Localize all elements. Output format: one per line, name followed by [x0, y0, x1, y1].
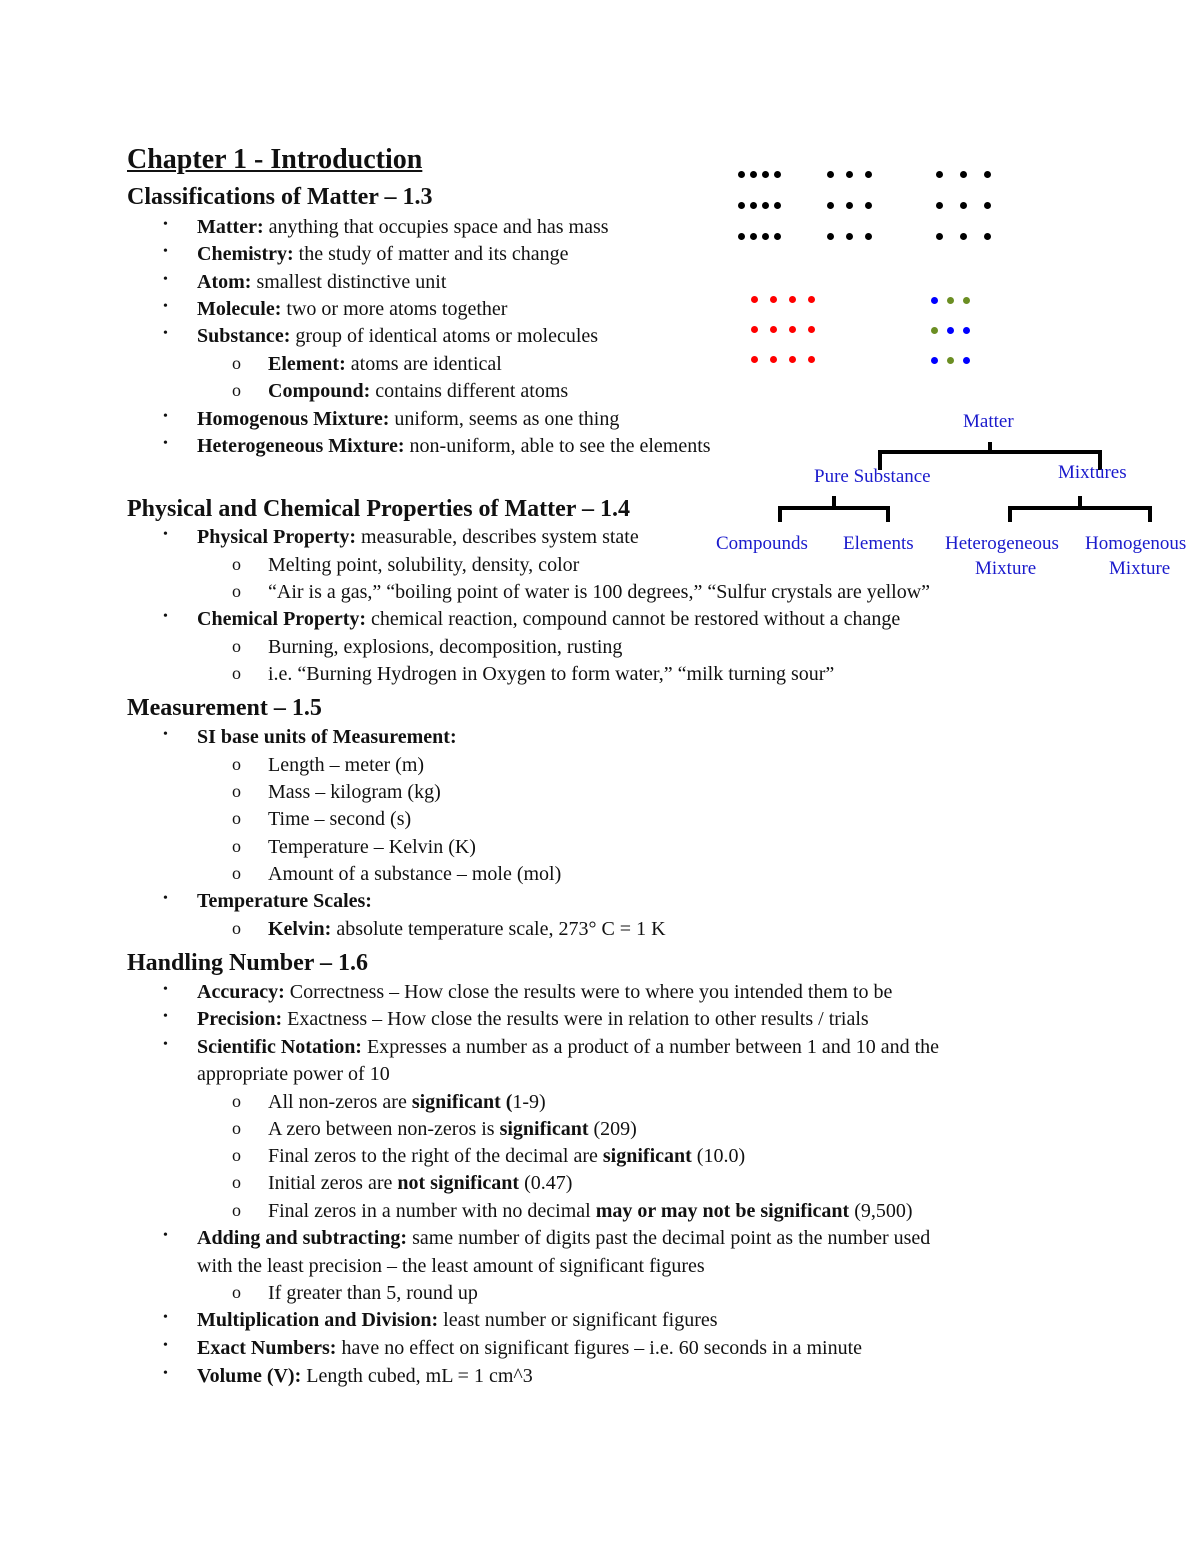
- compound-dot: [931, 357, 938, 364]
- list-item: [197, 271, 446, 294]
- element-dot: [751, 326, 758, 333]
- sub-list-item: Mass – kilogram (kg): [268, 781, 441, 803]
- sub-list-item: [268, 1172, 572, 1195]
- diagram-label-homogenous-mixture: Mixture: [1109, 558, 1171, 579]
- circle-bullet-icon: o: [232, 380, 241, 400]
- emphasis: significant: [602, 1145, 692, 1167]
- atom-dot: [960, 202, 967, 209]
- sub-list-item: [268, 918, 666, 941]
- atom-dot: [750, 171, 757, 178]
- text: Initial zeros are: [268, 1172, 398, 1194]
- definition: have no effect on significant figures – i.e. 60 seconds in a minute: [336, 1337, 863, 1359]
- element-dot: [808, 296, 815, 303]
- bullet-icon: •: [163, 727, 168, 742]
- atom-dot: [960, 171, 967, 178]
- diagram-label-pure-substance: Pure Substance: [814, 466, 931, 487]
- definition: non-uniform, able to see the elements: [404, 435, 711, 457]
- term: Multiplication and Division:: [197, 1309, 439, 1331]
- circle-bullet-icon: o: [232, 1200, 241, 1220]
- sub-list-item: Amount of a substance – mole (mol): [268, 863, 562, 885]
- term: Compound:: [268, 380, 371, 402]
- definition: atoms are identical: [345, 353, 502, 375]
- bullet-icon: •: [163, 1338, 168, 1353]
- bullet-icon: •: [163, 217, 168, 232]
- list-item: [197, 1036, 939, 1059]
- emphasis: not significant: [397, 1172, 520, 1194]
- atom-dot: [865, 233, 872, 240]
- atom-dot: [827, 233, 834, 240]
- list-item: Temperature Scales:: [197, 890, 372, 912]
- atom-dot: [936, 202, 943, 209]
- bullet-icon: •: [163, 891, 168, 906]
- definition: anything that occupies space and has mass: [263, 216, 609, 238]
- text: (10.0): [691, 1145, 746, 1167]
- element-dot: [789, 296, 796, 303]
- list-item: [197, 1227, 930, 1250]
- term: Matter:: [197, 216, 264, 238]
- bracket-mixtures: [1010, 508, 1150, 522]
- atom-dot: [984, 202, 991, 209]
- sub-list-item: If greater than 5, round up: [268, 1282, 478, 1304]
- atom-dot: [865, 171, 872, 178]
- circle-bullet-icon: o: [232, 663, 241, 683]
- term: Heterogeneous Mixture:: [197, 435, 405, 457]
- sub-list-item: Temperature – Kelvin (K): [268, 836, 476, 858]
- atom-dot: [846, 202, 853, 209]
- atom-dot: [738, 233, 745, 240]
- list-item: [197, 608, 900, 631]
- list-item: [197, 325, 598, 348]
- circle-bullet-icon: o: [232, 554, 241, 574]
- sub-list-item: [268, 380, 568, 403]
- circle-bullet-icon: o: [232, 1118, 241, 1138]
- circle-bullet-icon: o: [232, 863, 241, 883]
- atom-dot: [762, 202, 769, 209]
- bullet-icon: •: [163, 982, 168, 997]
- compound-dot: [963, 327, 970, 334]
- circle-bullet-icon: o: [232, 781, 241, 801]
- bullet-icon: •: [163, 1009, 168, 1024]
- term: Volume (V):: [197, 1365, 302, 1387]
- compound-dot: [963, 297, 970, 304]
- bullet-icon: •: [163, 409, 168, 424]
- definition: Correctness – How close the results were to where you intended them to be: [284, 981, 893, 1003]
- diagram-label-heterogeneous: Heterogeneous: [945, 533, 1059, 554]
- atom-dot: [984, 233, 991, 240]
- definition: the study of matter and its change: [293, 243, 569, 265]
- atom-dot: [762, 233, 769, 240]
- atom-dot: [827, 202, 834, 209]
- definition: least number or significant figures: [438, 1309, 718, 1331]
- bracket-pure-substance: [780, 508, 888, 522]
- term: Physical Property:: [197, 526, 357, 548]
- circle-bullet-icon: o: [232, 353, 241, 373]
- bullet-icon: •: [163, 436, 168, 451]
- list-item: [197, 1337, 862, 1360]
- circle-bullet-icon: o: [232, 836, 241, 856]
- list-item: [197, 981, 892, 1004]
- diagram-label-heterogeneous-mixture: Mixture: [975, 558, 1037, 579]
- bullet-icon: •: [163, 609, 168, 624]
- term: Element:: [268, 353, 346, 375]
- definition: uniform, seems as one thing: [389, 408, 620, 430]
- list-item: SI base units of Measurement:: [197, 726, 457, 748]
- term: Atom:: [197, 271, 252, 293]
- bullet-icon: •: [163, 244, 168, 259]
- sub-list-item: i.e. “Burning Hydrogen in Oxygen to form water,” “milk turning sour”: [268, 663, 835, 685]
- list-item: [197, 1309, 718, 1332]
- sub-list-item: Burning, explosions, decomposition, rusting: [268, 636, 623, 658]
- atom-dot: [738, 202, 745, 209]
- sub-list-item: “Air is a gas,” “boiling point of water is 100 degrees,” “Sulfur crystals are yellow”: [268, 581, 931, 603]
- sub-list-item: [268, 353, 502, 376]
- list-item: [197, 1008, 869, 1031]
- circle-bullet-icon: o: [232, 808, 241, 828]
- term: Scientific Notation:: [197, 1036, 362, 1058]
- definition: two or more atoms together: [281, 298, 508, 320]
- term: Molecule:: [197, 298, 282, 320]
- atom-dot: [846, 171, 853, 178]
- diagram-label-elements: Elements: [843, 533, 914, 554]
- bullet-icon: •: [163, 527, 168, 542]
- element-dot: [751, 356, 758, 363]
- element-dot: [808, 326, 815, 333]
- list-item: [197, 435, 711, 458]
- bullet-icon: •: [163, 272, 168, 287]
- element-dot: [770, 326, 777, 333]
- term: Substance:: [197, 325, 291, 347]
- text: All non-zeros are: [268, 1091, 412, 1113]
- sub-list-item: [268, 1118, 637, 1141]
- definition: Expresses a number as a product of a number between 1 and 10 and the: [361, 1036, 940, 1058]
- bullet-icon: •: [163, 1310, 168, 1325]
- atom-dot: [827, 171, 834, 178]
- term: Adding and subtracting:: [197, 1227, 408, 1249]
- list-item-continuation: with the least precision – the least amount of significant figures: [197, 1255, 705, 1277]
- element-dot: [770, 296, 777, 303]
- circle-bullet-icon: o: [232, 754, 241, 774]
- compound-dot: [947, 357, 954, 364]
- circle-bullet-icon: o: [232, 918, 241, 938]
- term: Exact Numbers:: [197, 1337, 337, 1359]
- diagram-label-homogenous: Homogenous: [1085, 533, 1187, 554]
- atom-dot: [750, 233, 757, 240]
- definition: absolute temperature scale, 273° C = 1 K: [331, 918, 666, 940]
- atom-dot: [750, 202, 757, 209]
- list-item: [197, 243, 569, 266]
- definition: Exactness – How close the results were in relation to other results / trials: [282, 1008, 869, 1030]
- bullet-icon: •: [163, 1037, 168, 1052]
- term: Chemical Property:: [197, 608, 367, 630]
- compound-dot: [931, 297, 938, 304]
- circle-bullet-icon: o: [232, 636, 241, 656]
- definition: Length cubed, mL = 1 cm^3: [301, 1365, 533, 1387]
- atom-dot: [774, 202, 781, 209]
- atom-dot: [936, 233, 943, 240]
- emphasis: significant (: [411, 1091, 513, 1113]
- atom-dot: [846, 233, 853, 240]
- diagram-label-matter: Matter: [963, 411, 1014, 432]
- atom-dot: [762, 171, 769, 178]
- bullet-icon: •: [163, 1366, 168, 1381]
- text: 1-9): [512, 1091, 546, 1113]
- element-dot: [751, 296, 758, 303]
- term: Homogenous Mixture:: [197, 408, 390, 430]
- definition: contains different atoms: [370, 380, 569, 402]
- element-dot: [770, 356, 777, 363]
- circle-bullet-icon: o: [232, 1145, 241, 1165]
- text: Final zeros to the right of the decimal are: [268, 1145, 603, 1167]
- term: Accuracy:: [197, 981, 285, 1003]
- list-item: [197, 526, 639, 549]
- circle-bullet-icon: o: [232, 1091, 241, 1111]
- element-dot: [808, 356, 815, 363]
- bullet-icon: •: [163, 326, 168, 341]
- text: (209): [588, 1118, 637, 1140]
- element-dot: [789, 356, 796, 363]
- circle-bullet-icon: o: [232, 1172, 241, 1192]
- diagram-label-compounds: Compounds: [716, 533, 808, 554]
- compound-dot: [947, 297, 954, 304]
- definition: chemical reaction, compound cannot be restored without a change: [366, 608, 901, 630]
- atom-dot: [936, 171, 943, 178]
- text: (9,500): [849, 1200, 913, 1222]
- sub-list-item: Melting point, solubility, density, color: [268, 554, 580, 576]
- bullet-icon: •: [163, 299, 168, 314]
- section-heading-properties: Physical and Chemical Properties of Matter – 1.4: [127, 496, 631, 522]
- page-title: Chapter 1 - Introduction: [127, 144, 423, 175]
- atom-dot: [774, 171, 781, 178]
- emphasis: significant: [499, 1118, 589, 1140]
- circle-bullet-icon: o: [232, 1282, 241, 1302]
- term: Kelvin:: [268, 918, 332, 940]
- section-heading-handling-number: Handling Number – 1.6: [127, 950, 368, 976]
- sub-list-item: Length – meter (m): [268, 754, 425, 776]
- atom-dot: [960, 233, 967, 240]
- sub-list-item: [268, 1200, 913, 1223]
- element-dot: [789, 326, 796, 333]
- list-item-continuation: appropriate power of 10: [197, 1063, 390, 1085]
- compound-dot: [947, 327, 954, 334]
- diagram-label-mixtures: Mixtures: [1058, 462, 1127, 483]
- emphasis: may or may not be significant: [595, 1200, 850, 1222]
- definition: same number of digits past the decimal point as the number used: [407, 1227, 931, 1249]
- sub-list-item: [268, 1145, 745, 1168]
- text: A zero between non-zeros is: [268, 1118, 500, 1140]
- atom-dot: [774, 233, 781, 240]
- definition: group of identical atoms or molecules: [290, 325, 599, 347]
- atom-dot: [865, 202, 872, 209]
- section-heading-classifications: Classifications of Matter – 1.3: [127, 184, 433, 210]
- list-item: [197, 1365, 533, 1388]
- atom-dot: [984, 171, 991, 178]
- text: (0.47): [519, 1172, 573, 1194]
- compound-dot: [963, 357, 970, 364]
- sub-list-item: [268, 1091, 546, 1114]
- list-item: [197, 408, 619, 431]
- list-item: [197, 216, 609, 239]
- text: Final zeros in a number with no decimal: [268, 1200, 596, 1222]
- sub-list-item: Time – second (s): [268, 808, 412, 830]
- definition: smallest distinctive unit: [251, 271, 447, 293]
- bullet-icon: •: [163, 1228, 168, 1243]
- definition: measurable, describes system state: [356, 526, 639, 548]
- term: Chemistry:: [197, 243, 294, 265]
- section-heading-measurement: Measurement – 1.5: [127, 695, 322, 721]
- atom-dot: [738, 171, 745, 178]
- term: Precision:: [197, 1008, 283, 1030]
- compound-dot: [931, 327, 938, 334]
- circle-bullet-icon: o: [232, 581, 241, 601]
- list-item: [197, 298, 507, 321]
